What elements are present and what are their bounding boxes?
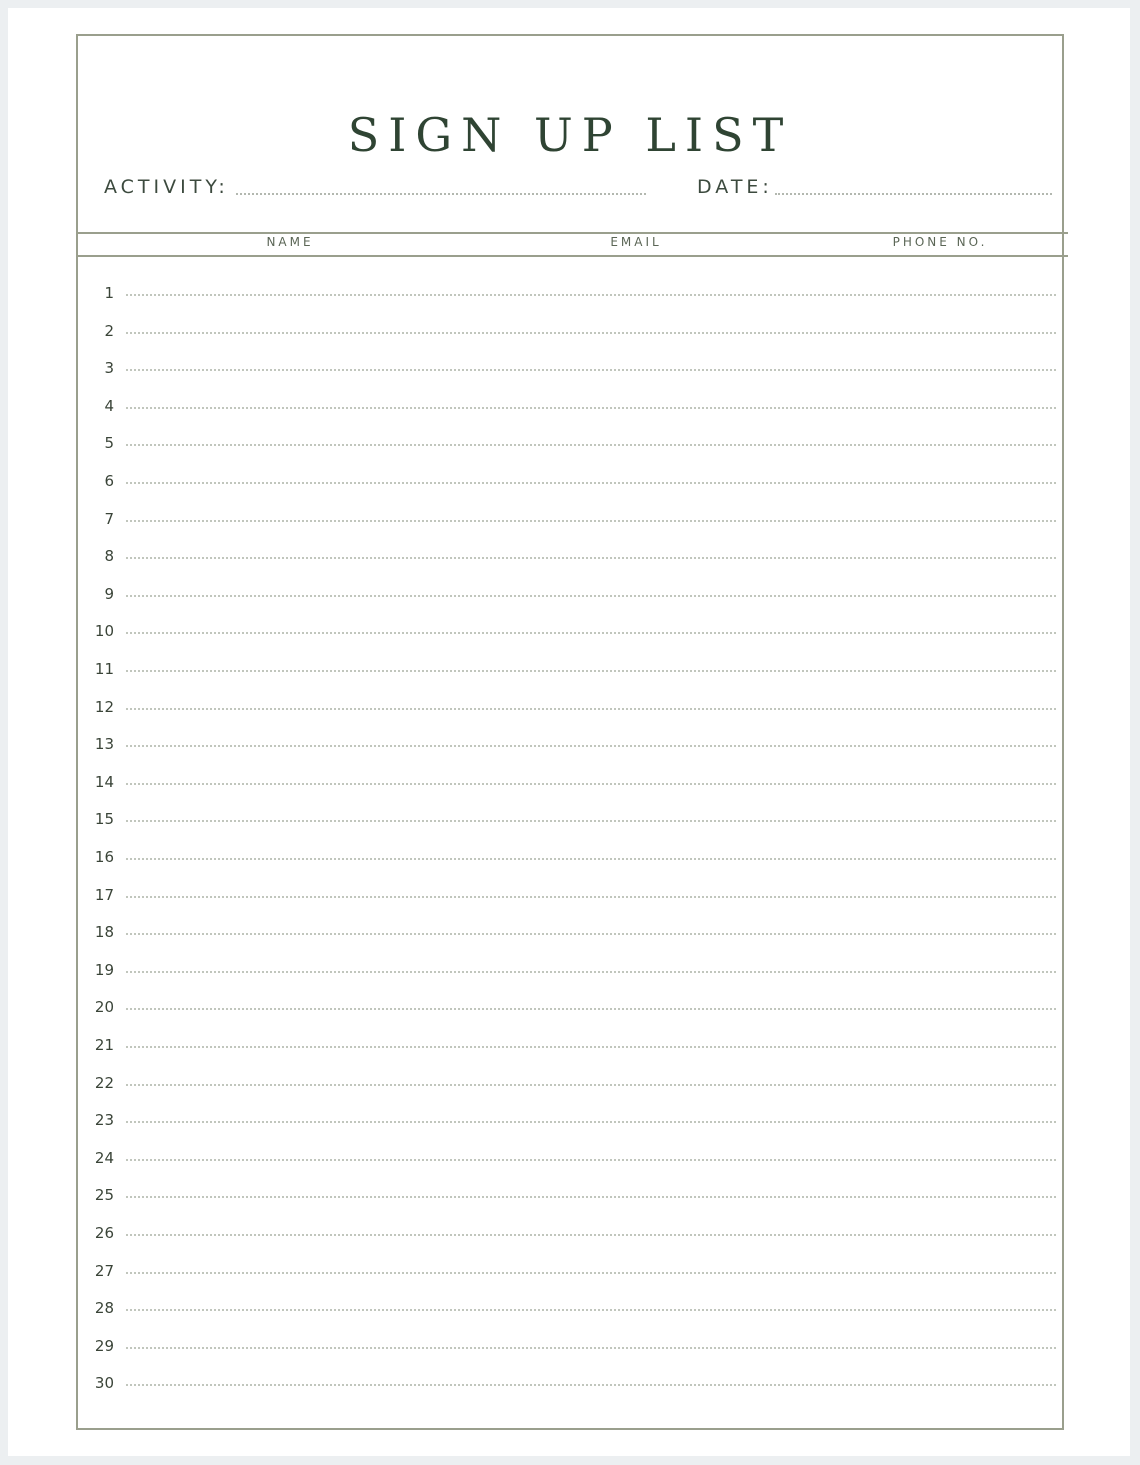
entry-line[interactable]	[126, 1046, 1056, 1048]
row-number: 17	[94, 885, 114, 904]
row-number: 1	[104, 284, 114, 302]
row-number: 27	[94, 1261, 114, 1280]
row-number: 23	[94, 1111, 114, 1130]
entry-line[interactable]	[126, 407, 1056, 409]
entry-line[interactable]	[126, 294, 1056, 296]
entry-line[interactable]	[126, 444, 1056, 446]
entry-line[interactable]	[126, 933, 1056, 935]
activity-field[interactable]	[236, 193, 646, 195]
entry-line[interactable]	[126, 1309, 1056, 1311]
row-number: 28	[94, 1299, 114, 1318]
page-title: SIGN UP LIST	[347, 108, 793, 162]
entry-line[interactable]	[126, 820, 1056, 822]
row-number: 10	[94, 622, 114, 641]
row-number: 5	[104, 434, 114, 453]
row-number: 14	[94, 772, 114, 791]
row-number: 7	[104, 509, 114, 528]
entry-line[interactable]	[126, 557, 1056, 559]
entry-line[interactable]	[126, 1384, 1056, 1386]
entry-line[interactable]	[126, 708, 1056, 710]
entry-line[interactable]	[126, 745, 1056, 747]
row-number: 2	[104, 321, 114, 340]
activity-label: ACTIVITY:	[104, 176, 229, 198]
entry-line[interactable]	[126, 783, 1056, 785]
row-number: 11	[94, 660, 114, 678]
entry-line[interactable]	[126, 1084, 1056, 1086]
row-number: 25	[94, 1186, 114, 1205]
date-field[interactable]	[775, 193, 1052, 195]
row-number: 18	[94, 923, 114, 942]
row-number: 3	[104, 359, 114, 378]
entry-line[interactable]	[126, 1347, 1056, 1349]
row-number: 22	[94, 1073, 114, 1092]
entry-line[interactable]	[126, 520, 1056, 522]
entry-line[interactable]	[126, 369, 1056, 371]
row-number: 6	[104, 472, 114, 490]
row-number: 4	[104, 396, 114, 415]
entry-line[interactable]	[126, 896, 1056, 898]
row-number: 21	[94, 1036, 114, 1054]
entry-line[interactable]	[126, 1196, 1056, 1198]
entry-line[interactable]	[126, 1008, 1056, 1010]
entry-line[interactable]	[126, 1121, 1056, 1123]
column-header-phone: PHONE NO.	[892, 235, 988, 249]
date-label: DATE:	[697, 176, 773, 198]
header-bottom-rule	[78, 255, 1068, 257]
entry-line[interactable]	[126, 1272, 1056, 1274]
column-header-name: NAME	[266, 235, 314, 249]
row-number: 8	[104, 547, 114, 566]
column-header-email: EMAIL	[610, 235, 662, 249]
row-number: 20	[94, 998, 114, 1017]
row-number: 19	[94, 960, 114, 979]
entry-line[interactable]	[126, 332, 1056, 334]
row-number: 26	[94, 1224, 114, 1242]
entry-line[interactable]	[126, 1234, 1056, 1236]
entry-line[interactable]	[126, 482, 1056, 484]
header-top-rule	[78, 232, 1068, 234]
row-number: 30	[94, 1374, 114, 1393]
row-number: 13	[94, 735, 114, 754]
row-number: 9	[104, 584, 114, 603]
entry-line[interactable]	[126, 632, 1056, 634]
entry-line[interactable]	[126, 1159, 1056, 1161]
row-number: 16	[94, 848, 114, 866]
entry-line[interactable]	[126, 971, 1056, 973]
entry-line[interactable]	[126, 670, 1056, 672]
entry-line[interactable]	[126, 858, 1056, 860]
row-number: 24	[94, 1148, 114, 1167]
row-number: 29	[94, 1336, 114, 1355]
row-number: 12	[94, 697, 114, 716]
row-number: 15	[94, 810, 114, 829]
entry-line[interactable]	[126, 595, 1056, 597]
